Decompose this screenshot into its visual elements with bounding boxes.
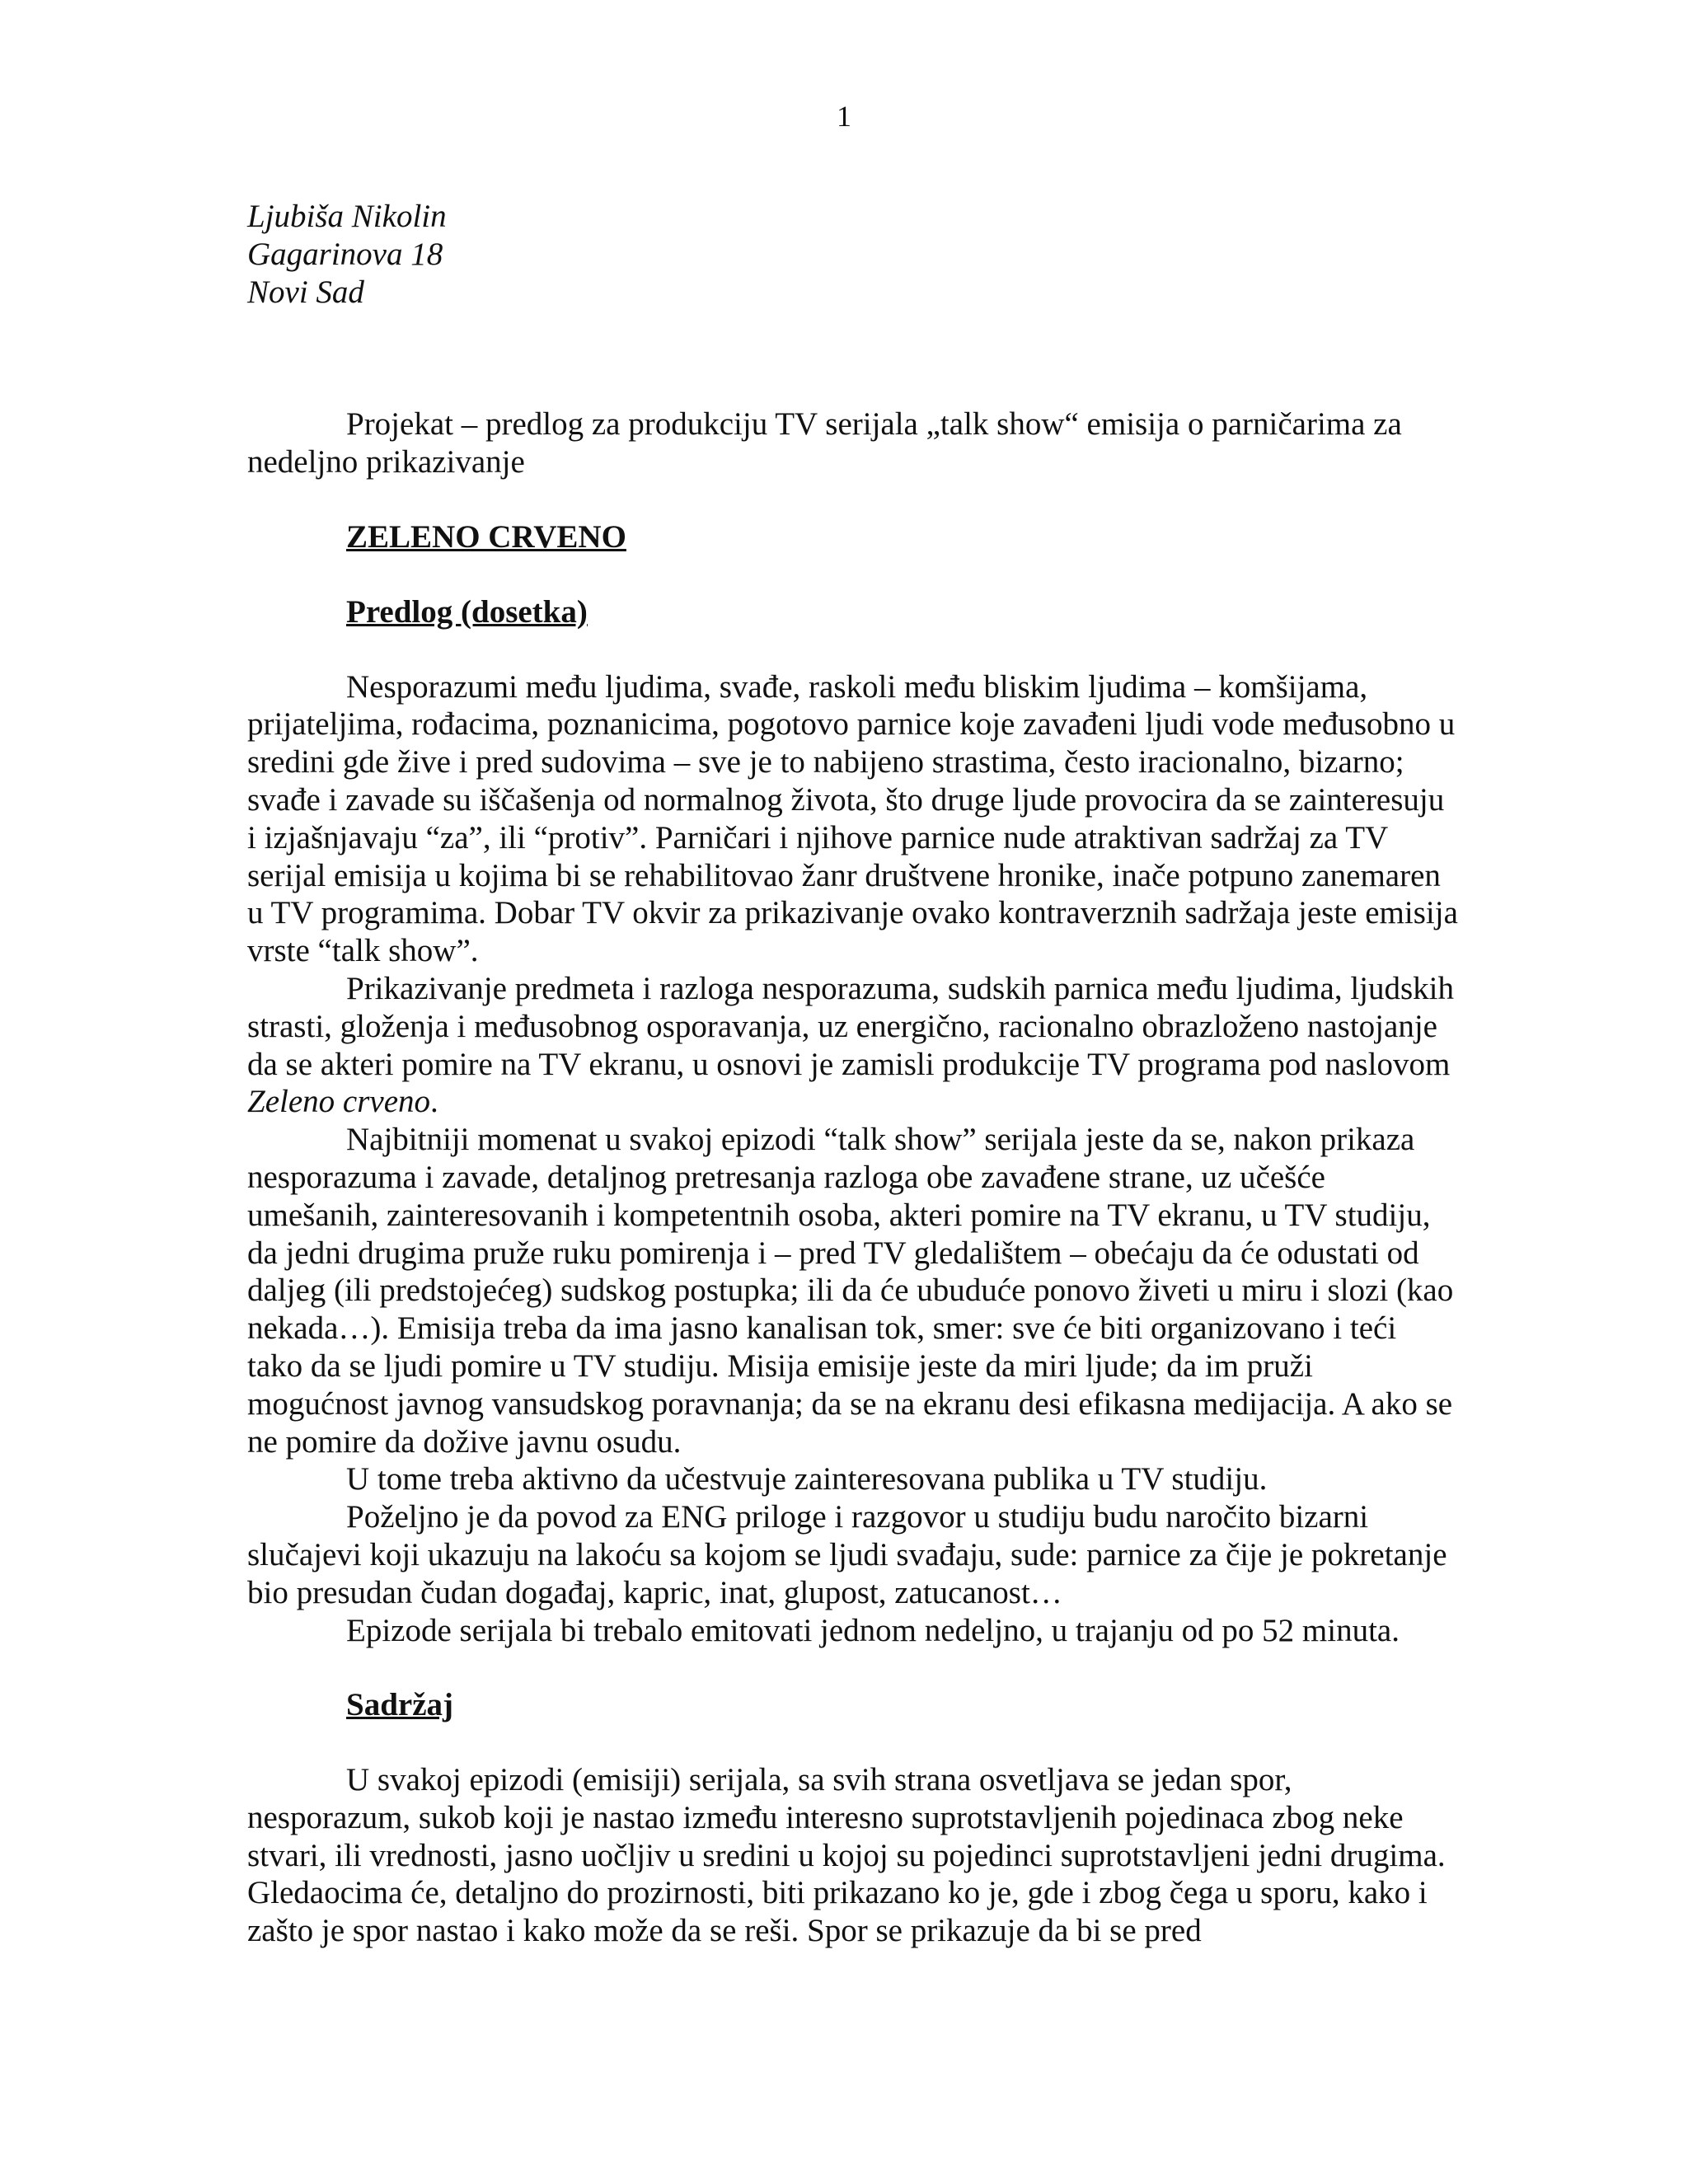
paragraph: U svakoj epizodi (emisiji) serijala, sa svih strana osvetljava se jedan spor, nesporazum, sukob koji je nastao između interesno suprotstavljenih pojedinaca zbog neke stvari, ili vrednosti, jasno uočljiv u sredini u kojoj su pojedinci suprotstavljeni jedni drugima. Gledaocima će, detaljno do prozirnosti, biti prikazano ko je, gde i zbog čega u sporu, kako i zašto je spor nastao i kako može da se reši. Spor se prikazuje da bi se pred [247, 1762, 1446, 1949]
paragraph: U tome treba aktivno da učestvuje zainteresovana publika u TV studiju. [346, 1461, 1268, 1497]
page-number: 1 [837, 100, 851, 133]
section-heading-sadrzaj: Sadržaj [346, 1687, 453, 1723]
paragraph [247, 970, 1459, 1121]
document-title: ZELENO CRVENO [346, 518, 626, 555]
program-title: Zeleno crveno [247, 1084, 431, 1120]
sender-name: Ljubiša Nikolin [247, 199, 447, 234]
paragraph: Nesporazumi među ljudima, svađe, raskoli među bliskim ljudima – komšijama, prijateljima, rođacima, poznanicima, pogotovo parnice koje zavađeni ljudi vode međusobno u sredini gde žive i pred sudovima – sve je to nabijeno strastima, često iracionalno, bizarno; svađe i zavade su iščašenja od normalnog života, što druge ljude provocira da se zainteresuju i izjašnjavaju “za”, ili “protiv”. Parničari i njihove parnice nude atraktivan sadržaj za TV serijal emisija u kojima bi se rehabilitovao žanr društvene hronike, inače potpuno zanemaren u TV programima. Dobar TV okvir za prikazivanje ovako kontraverznih sadržaja jeste emisija vrste “talk show”. [247, 668, 1458, 969]
document-body [247, 198, 1459, 1950]
paragraph-text: . [430, 1084, 438, 1120]
sender-city: Novi Sad [247, 274, 364, 310]
paragraph: Najbitniji momenat u svakoj epizodi “talk show” serijala jeste da se, nakon prikaza nesporazuma i zavade, detaljnog pretresanja razloga obe zavađene strane, uz učešće umešanih, zainteresovanih i kompetentnih osoba, akteri pomire na TV ekranu, u TV studiju, da jedni drugima pruže ruku pomirenja i – pred TV gledalištem – obećaju da će odustati od daljeg (ili predstojećeg) sudskog postupka; ili da će ubuduće ponovo živeti u miru i slozi (kao nekada…). Emisija treba da ima jasno kanalisan tok, smer: sve će biti organizovano i teći tako da se ljudi pomire u TV studiju. Misija emisije jeste da miri ljude; da im pruži mogućnost javnog vansudskog poravnanja; da se na ekranu desi efikasna medijacija. A ako se ne pomire da dožive javnu osudu. [247, 1122, 1454, 1460]
paragraph-text: Prikazivanje predmeta i razloga nesporazuma, sudskih parnica među ljudima, ljudskih strasti, gloženja i međusobnog osporavanja, uz energično, racionalno obrazloženo nastojanje da se akteri pomire na TV ekranu, u osnovi je zamisli produkcije TV programa pod naslovom [247, 970, 1455, 1082]
sender-address [247, 198, 1459, 311]
section-heading-predlog: Predlog (dosetka) [346, 593, 588, 630]
sender-street: Gagarinova 18 [247, 236, 443, 272]
paragraph: Poželjno je da povod za ENG priloge i razgovor u studiju budu naročito bizarni slučajevi koji ukazuju na lakoću sa kojom se ljudi svađaju, sude: parnice za čije je pokretanje bio presudan čudan događaj, kapric, inat, glupost, zatucanost… [247, 1499, 1447, 1610]
paragraph: Epizode serijala bi trebalo emitovati jednom nedeljno, u trajanju od po 52 minuta. [346, 1612, 1400, 1648]
project-intro: Projekat – predlog za produkciju TV serijala „talk show“ emisija o parničarima za nedeljno prikazivanje [247, 406, 1402, 480]
